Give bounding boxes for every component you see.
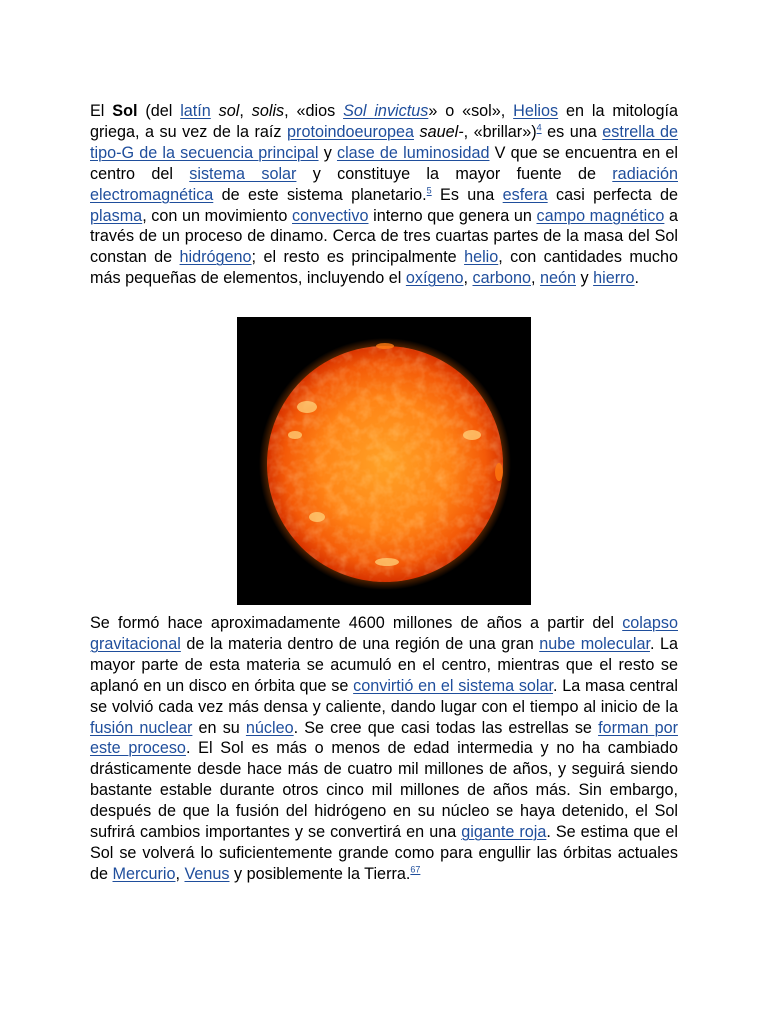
- text: . El Sol es más o menos de edad intermedia y no ha cambiado drásticamente desde hace más de cuatro mil millones de años, y seguirá siendo bastante estable durante otros cinco mil millones de años más. Sin embargo, después de que la fusión del hidrógeno en su núcleo se haya detenido, el Sol sufrirá cambios importantes y se convertirá en una: [90, 739, 678, 842]
- link-neon[interactable]: neón: [539, 269, 576, 288]
- text: a través de un proceso de dinamo. Cerca de tres cuartas partes de la masa del Sol constan de: [90, 206, 678, 267]
- link-plasma[interactable]: plasma: [90, 206, 143, 225]
- link-protoindoeuropea[interactable]: protoindoeuropea: [287, 122, 414, 141]
- link-clase-luminosidad[interactable]: clase de luminosidad: [336, 143, 490, 162]
- text: Es una: [431, 185, 503, 204]
- text: El: [90, 102, 113, 120]
- text: interno que genera un: [368, 206, 537, 225]
- link-carbono[interactable]: carbono: [472, 269, 531, 288]
- text: . Se cree que casi todas las estrellas se: [293, 718, 599, 737]
- link-sol-invictus[interactable]: [343, 102, 428, 120]
- text: Se formó hace aproximadamente 4600 millones de años a partir del: [90, 614, 623, 632]
- text: .: [634, 269, 639, 288]
- link-fusion-nuclear[interactable]: fusión nuclear: [90, 718, 193, 737]
- text: en su: [192, 718, 246, 737]
- link-gigante-roja[interactable]: gigante roja: [461, 823, 547, 842]
- link-estrella-tipo-g[interactable]: estrella de tipo-G de la secuencia principal: [90, 122, 679, 162]
- text: y: [318, 143, 337, 162]
- text: V que se encuentra en el centro del: [90, 143, 678, 183]
- text: de este sistema planetario.: [213, 185, 427, 204]
- sun-image: [237, 317, 531, 605]
- text: y posiblemente la Tierra.: [229, 864, 411, 883]
- link-convectivo[interactable]: convectivo: [292, 206, 369, 225]
- text: , «brillar»): [463, 122, 537, 141]
- link-mercurio[interactable]: Mercurio: [112, 864, 176, 883]
- footnote-link-67[interactable]: 67: [410, 864, 421, 875]
- text: ,: [239, 102, 252, 120]
- paragraph-formation: [90, 613, 678, 885]
- text: . Se estima que el Sol se volverá lo suficientemente grande como para engullir las órbitas actuales de: [90, 823, 678, 883]
- link-venus[interactable]: Venus: [184, 864, 230, 883]
- text: es una: [541, 122, 603, 141]
- footnote-ref: [410, 864, 420, 874]
- term-sauel: sauel-: [419, 122, 464, 141]
- text: , «dios: [284, 102, 344, 120]
- link-hidrogeno[interactable]: hidrógeno: [179, 248, 252, 267]
- link-helio[interactable]: helio: [464, 248, 499, 267]
- term-sol: Sol: [112, 102, 138, 120]
- link-nube-molecular[interactable]: nube molecular: [539, 634, 650, 653]
- text: de la materia dentro de una región de una gran: [180, 634, 540, 653]
- link-oxigeno[interactable]: oxígeno: [405, 269, 464, 288]
- link-sistema-solar[interactable]: sistema solar: [189, 164, 297, 183]
- text: casi perfecta de: [547, 185, 678, 204]
- text: [211, 102, 219, 120]
- text: y constituye la mayor fuente de: [296, 164, 613, 183]
- text: ; el resto es principalmente: [251, 248, 465, 267]
- text: ,: [463, 269, 473, 288]
- sun-illustration: [237, 317, 531, 605]
- link-latin[interactable]: latín: [180, 102, 211, 120]
- link-esfera[interactable]: esfera: [502, 185, 548, 204]
- text: . La mayor parte de esta materia se acumuló en el centro, mientras que el resto se aplanó en un disco en órbita que se: [90, 634, 678, 695]
- text: ,: [175, 864, 185, 883]
- paragraph-intro: [90, 101, 678, 289]
- link-convirtio-sistema-solar[interactable]: convirtió en el sistema solar: [353, 676, 554, 695]
- text: » o «sol»,: [428, 102, 514, 120]
- link-campo-magnetico[interactable]: campo magnético: [536, 206, 665, 225]
- link-helios[interactable]: Helios: [513, 102, 559, 120]
- text: y: [576, 269, 594, 288]
- link-radiacion[interactable]: radiación electromagnética: [90, 164, 678, 204]
- term-solis: solis: [251, 102, 285, 120]
- term-sol-latin: sol: [218, 102, 240, 120]
- link-colapso-gravitacional[interactable]: colapso gravitacional: [90, 614, 678, 653]
- text: ,: [530, 269, 540, 288]
- text: , con un movimiento: [142, 206, 293, 225]
- text: (del: [137, 102, 181, 120]
- link-nucleo[interactable]: núcleo: [245, 718, 294, 737]
- text: . La masa central se volvió cada vez más densa y caliente, dando lugar con el tiempo al inicio de la: [90, 676, 678, 716]
- text: en la mitología griega, a su vez de la raíz: [90, 102, 679, 141]
- link-forman-proceso[interactable]: forman por este proceso: [90, 718, 678, 758]
- text: , con cantidades mucho más pequeñas de elementos, incluyendo el: [90, 248, 678, 288]
- link-sol-invictus-label: Sol invictus: [343, 102, 429, 120]
- link-hierro[interactable]: hierro: [593, 269, 635, 288]
- footnote-link-5[interactable]: 5: [426, 185, 432, 196]
- footnote-link-4[interactable]: 4: [536, 122, 542, 133]
